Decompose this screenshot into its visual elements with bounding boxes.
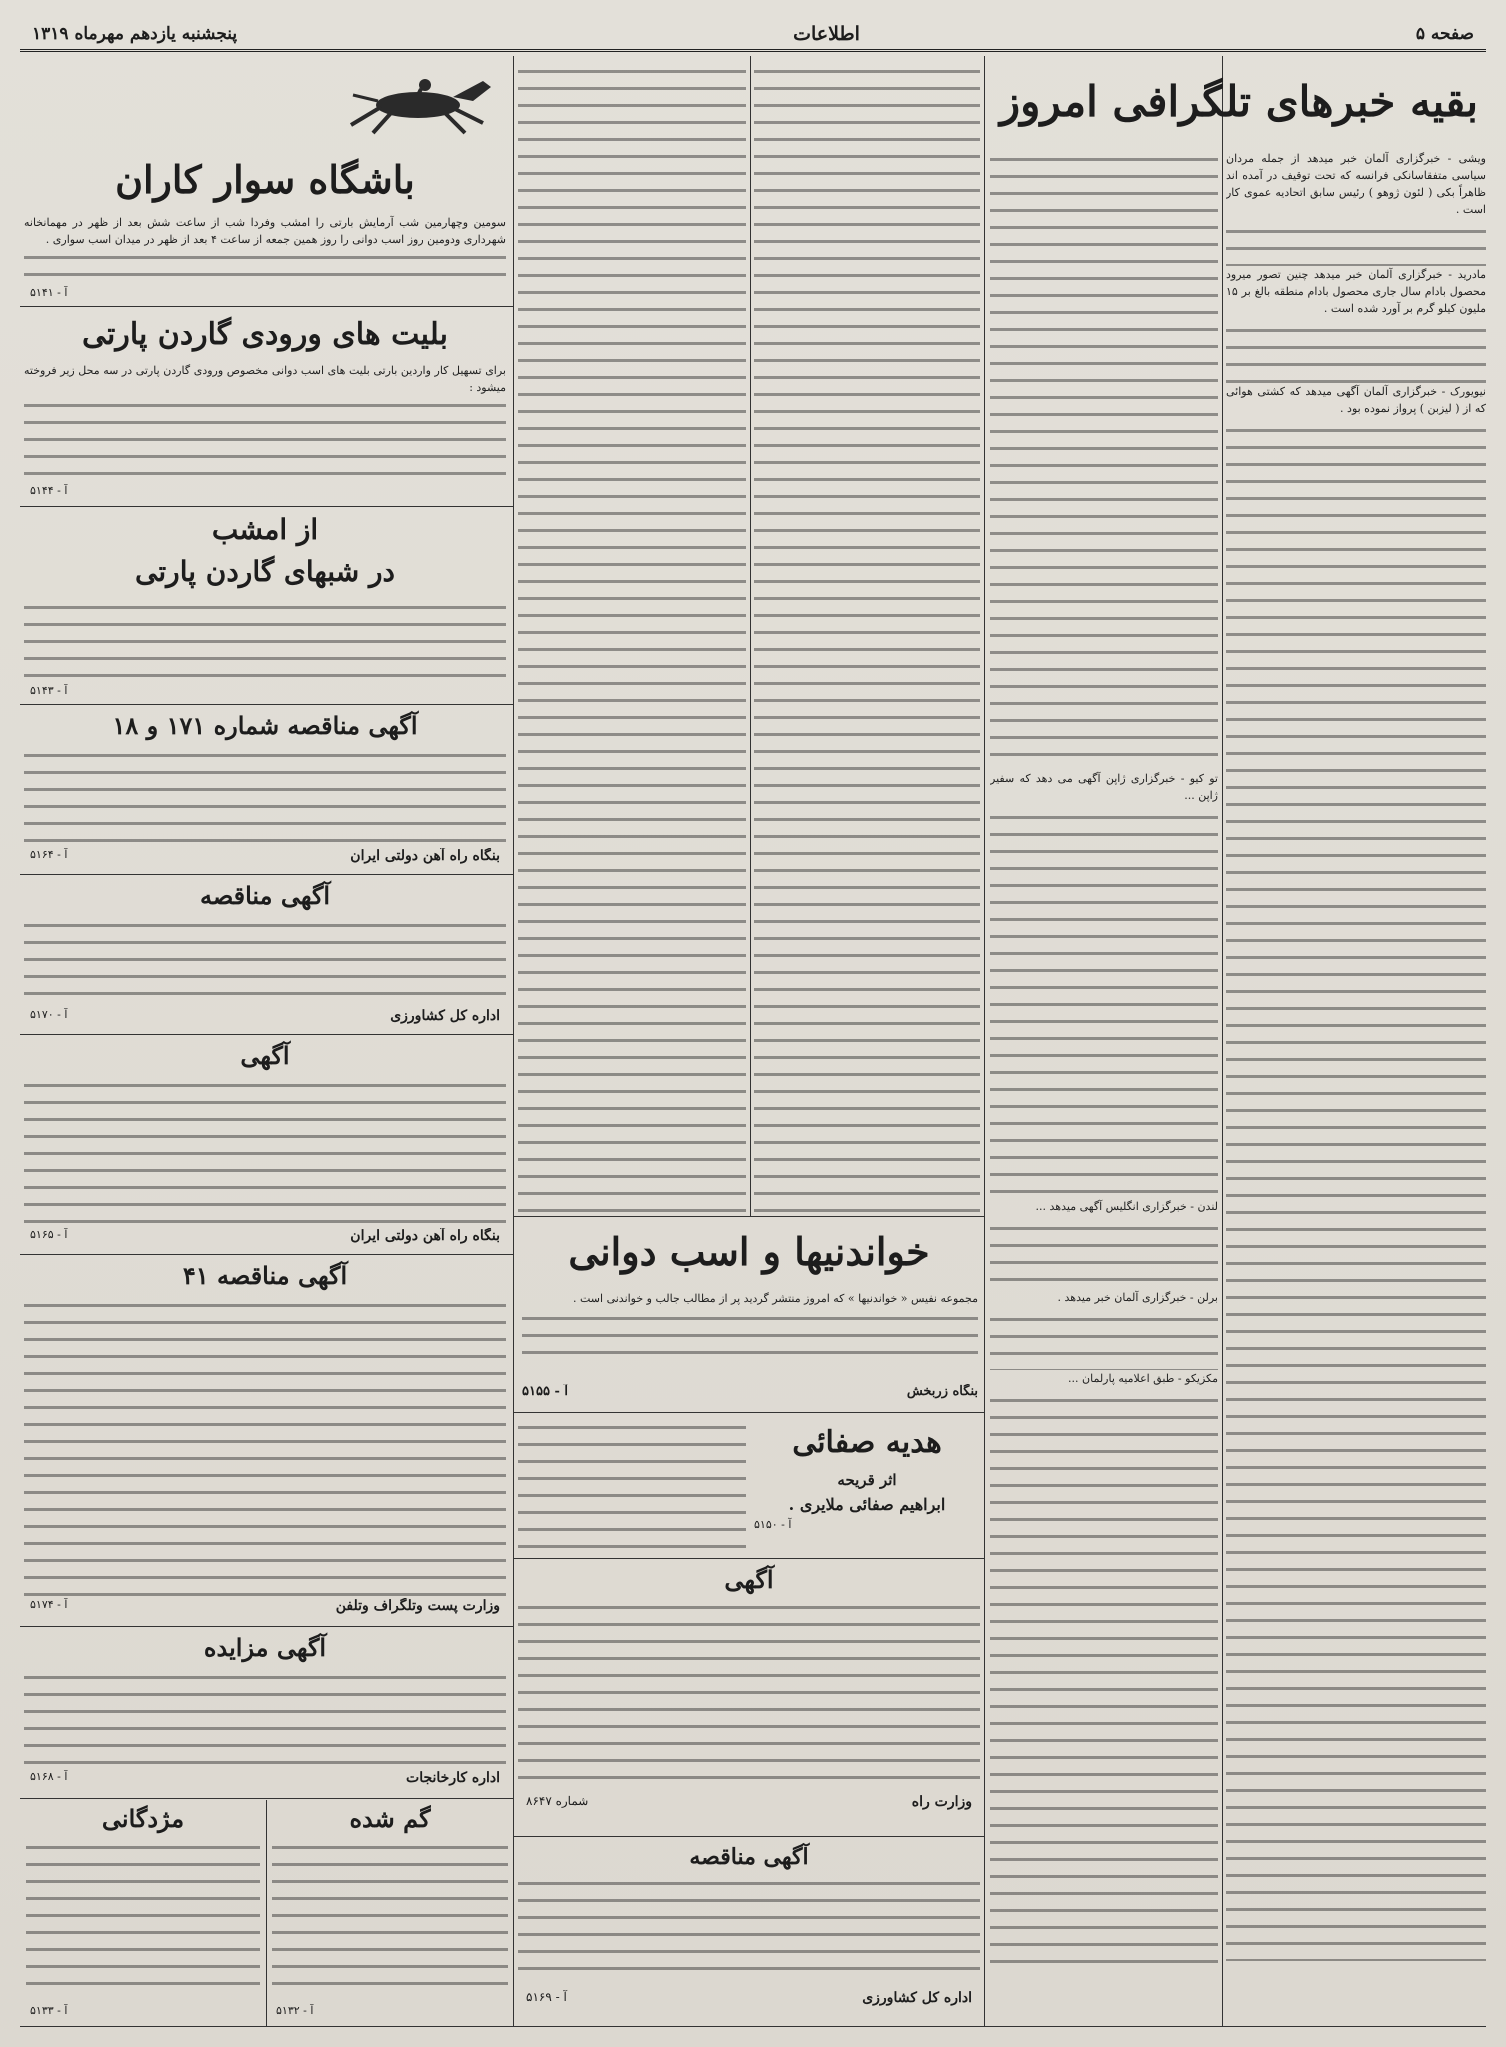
main-story-title: بقیه خبرهای تلگرافی امروز <box>999 77 1479 126</box>
issue-date: پنجشنبه یازدهم مهرماه ۱۳۱۹ <box>32 23 238 44</box>
auction-title: آگهی مزایده <box>203 1633 327 1662</box>
hadiyeh-ad <box>754 1418 980 1554</box>
tender-171-footer <box>24 848 506 870</box>
railway-notice-title: آگهی <box>240 1041 290 1070</box>
agri-tender-2-footer <box>24 1008 506 1030</box>
hadiyeh-title: هدیه صفائی <box>792 1425 942 1460</box>
tender-41-footer <box>24 1598 506 1622</box>
middle-story-footer <box>522 1384 978 1406</box>
dispatch-madrid: مادرید - خبرگزاری آلمان خبر میدهد چنین تصور میرود محصول بادام سال جاری محصول بادام منطقه بالغ بر ۱۵ ملیون کیلو گرم بر آورد شده است . <box>1226 268 1486 315</box>
middle-story-body: مجموعه نفیس « خواندنیها » که امروز منتشر گردید پر از مطالب جالب و خواندنی است . <box>522 1290 978 1380</box>
dispatch-body <box>1226 421 1486 1961</box>
paper-name: اطلاعات <box>793 22 860 45</box>
main-story-column-right <box>1226 150 1486 2026</box>
middle-column-right <box>754 62 980 1212</box>
lost-text <box>272 1838 508 1998</box>
tender-41-title: آگهی مناقصه ۴۱ <box>182 1261 348 1290</box>
column-rule <box>513 56 514 2026</box>
agri-tender-org: اداره کل کشاورزی <box>862 1990 972 2006</box>
tender-171-code: آ - ۵۱۶۴ <box>30 848 68 861</box>
agri-tender-title: آگهی مناقصه <box>689 1844 809 1870</box>
tender-41-org: وزارت پست وتلگراف وتلفن <box>335 1598 500 1614</box>
horse-club-code: آ - ۵۱۴۱ <box>30 286 68 299</box>
tonight-code: آ - ۵۱۴۳ <box>30 684 68 697</box>
tender-41-text <box>24 1296 506 1596</box>
dispatch-vichy: ویشی - خبرگزاری آلمان خبر میدهد از جمله مردان سیاسی متفقاسانکی فرانسه که تحت توقیف در آمده اند ظاهراً بکی ( لئون ژوهو ) رئیس سابق اتحادیه عموی کار است . <box>1226 152 1486 216</box>
railway-notice-org: بنگاه راه آهن دولتی ایران <box>350 1228 500 1244</box>
garden-tickets-title: بلیت های ورودی گاردن پارتی <box>82 317 448 352</box>
dispatch-newyork: نیویورک - خبرگزاری آلمان آگهی میدهد که کشتی هوائی که از ( لیزبن ) پرواز نموده بود . <box>1226 385 1486 415</box>
railway-notice-text <box>24 1076 506 1226</box>
middle-story-code: آ - ۵۱۵۵ <box>522 1384 568 1399</box>
garden-tickets-code: آ - ۵۱۴۴ <box>30 484 68 497</box>
hadiyeh-author: ابراهیم صفائی ملایری . <box>788 1495 946 1514</box>
agri-tender-center <box>518 1840 980 2026</box>
tender-171-org: بنگاه راه آهن دولتی ایران <box>350 848 500 864</box>
page-label: صفحه ۵ <box>1415 23 1474 44</box>
middle-column-left <box>518 62 746 1212</box>
tender-171-text <box>24 746 506 846</box>
hadiyeh-left-text <box>518 1418 746 1554</box>
tender-41-code: آ - ۵۱۷۴ <box>30 1598 68 1611</box>
agri-tender-code: آ - ۵۱۶۹ <box>526 1990 567 2004</box>
agri-tender-2-text <box>24 916 506 1006</box>
agri-tender-2-code: آ - ۵۱۷۰ <box>30 1008 68 1021</box>
hadiyeh-subtitle: اثر قریحه <box>837 1471 897 1489</box>
tonight-subtitle: در شبهای گاردن پارتی <box>135 555 395 588</box>
hadiyeh-code: آ - ۵۱۵۰ <box>754 1518 792 1531</box>
roads-ad-code: شماره ۸۶۴۷ <box>526 1794 589 1808</box>
garden-tickets-text: برای تسهیل کار واردین بارتی بلیت های اسب دوانی مخصوص ورودی گاردن پارتی در سه محل زیر فروخته میشود : <box>24 362 506 482</box>
reward-text <box>26 1838 260 1998</box>
roads-ad <box>518 1562 980 1832</box>
main-story-column-left <box>990 150 1218 2026</box>
dispatch-mexico: مکزیکو - طبق اعلامیه پارلمان ... <box>1068 1372 1218 1385</box>
auction-footer <box>24 1770 506 1794</box>
tender-171-title: آگهی مناقصه شماره ۱۷۱ و ۱۸ <box>112 711 418 740</box>
reward-code: آ - ۵۱۳۳ <box>30 2004 68 2017</box>
middle-story-title: خواندنیها و اسب دوانی <box>568 1229 930 1274</box>
reward-title: مژدگانی <box>101 1804 185 1833</box>
railway-notice-code: آ - ۵۱۶۵ <box>30 1228 68 1241</box>
masthead <box>20 18 1486 52</box>
horse-emblem <box>330 62 506 142</box>
auction-text <box>24 1668 506 1768</box>
lost-title: گم شده <box>349 1804 431 1833</box>
auction-org: اداره کارخانجات <box>406 1770 500 1786</box>
horse-club-text: سومین وچهارمین شب آرمایش بارتی را امشب وفردا شب از ساعت شش بعد از ظهر در مهمانخانه شهرداری ودومین روز اسب دوانی را روز همین جمعه از ساعت ۴ بعد از ظهر در میدان اسب سواری . <box>24 214 506 284</box>
column-rule <box>984 56 985 2026</box>
horse-club-title: باشگاه سوار کاران <box>115 157 415 202</box>
lost-code: آ - ۵۱۳۲ <box>276 2004 314 2017</box>
agri-tender-2-org: اداره کل کشاورزی <box>390 1008 500 1024</box>
railway-notice-footer <box>24 1228 506 1250</box>
column-rule <box>1222 56 1223 2026</box>
auction-code: آ - ۵۱۶۸ <box>30 1770 68 1783</box>
horse-racing-icon <box>333 67 503 137</box>
dispatch-london: لندن - خبرگزاری انگلیس آگهی میدهد ... <box>1035 1200 1218 1213</box>
tonight-text <box>24 598 506 682</box>
agri-tender-2-title: آگهی مناقصه <box>199 881 331 910</box>
column-rule <box>750 56 751 1216</box>
tonight-title: از امشب <box>211 513 319 546</box>
dispatch-tokyo: تو کیو - خبرگزاری ژاپن آگهی می دهد که سفیر ژاپن ... <box>990 772 1218 802</box>
middle-story-signature: بنگاه زربخش <box>906 1384 978 1399</box>
roads-ad-title: آگهی <box>724 1565 774 1594</box>
dispatch-berlin: برلن - خبرگزاری آلمان خبر میدهد . <box>1057 1291 1218 1304</box>
roads-ad-org: وزارت راه <box>911 1794 972 1810</box>
